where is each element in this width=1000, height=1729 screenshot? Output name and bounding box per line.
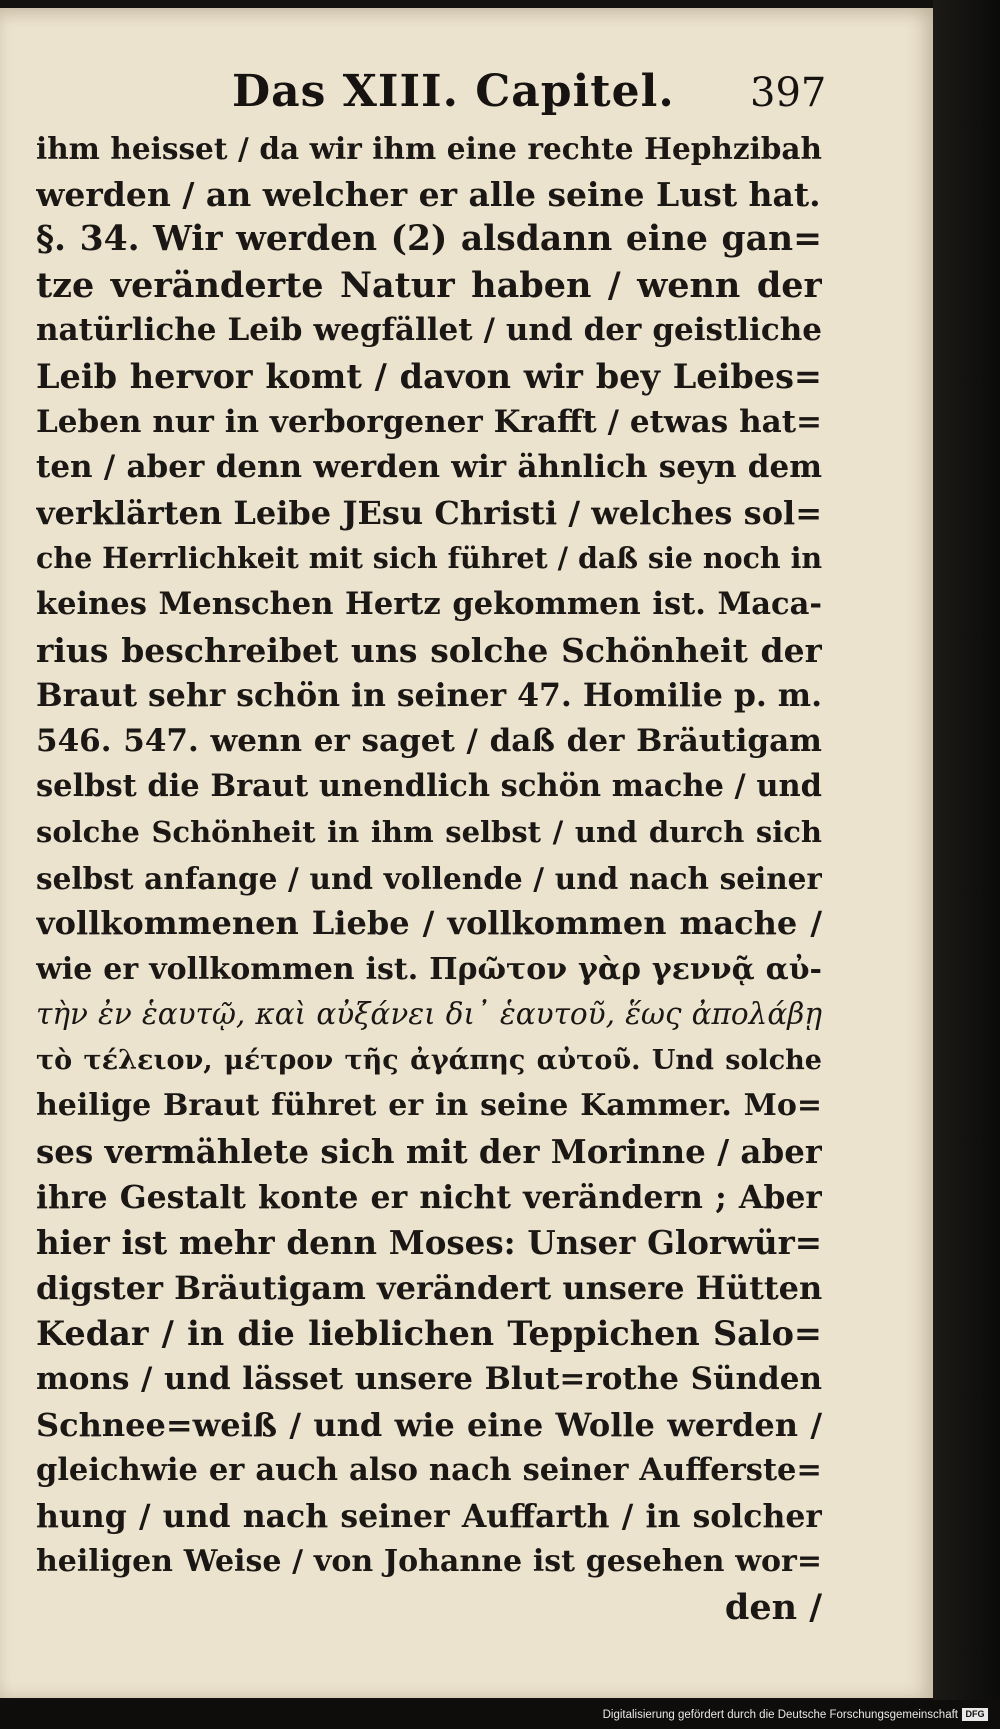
text-line: ihm heisset / da wir ihm eine rechte Hephzibah (36, 131, 822, 166)
running-title: Das XIII. Capitel. (232, 66, 675, 117)
text-line: vollkommenen Liebe / vollkommen mache / (36, 904, 822, 943)
funding-credit: Digitalisierung gefördert durch die Deutsche Forschungsgemeinschaft (602, 1709, 958, 1721)
text-line: che Herrlichkeit mit sich führet / daß sie noch in (36, 541, 822, 576)
text-line: selbst anfange / und vollende / und nach seiner (36, 860, 822, 896)
text-line: solche Schönheit in ihm selbst / und durch sich (36, 814, 822, 849)
text-line: selbst die Braut unendlich schön mache / und (36, 768, 822, 805)
text-line: gleichwie er auch also nach seiner Aufferste= (36, 1452, 822, 1489)
book-page (0, 8, 933, 1698)
text-line: §. 34. Wir werden (2) alsdann eine gan= (36, 219, 822, 260)
body-text (36, 126, 822, 1631)
text-line: natürliche Leib wegfället / und der geistliche (36, 312, 822, 349)
digitization-footer (0, 1700, 1000, 1729)
text-line: τὸ τέλειον, μέτρον τῆς ἀγάπης αὐτοῦ. Und solche (36, 1044, 822, 1076)
text-line: ten / aber denn werden wir ähnlich seyn dem (36, 449, 822, 486)
text-line: 546. 547. wenn er saget / daß der Bräutigam (36, 722, 822, 759)
text-line: hier ist mehr denn Moses: Unser Glorwür= (36, 1223, 822, 1263)
text-line: heilige Braut führet er in seine Kammer. Mo= (36, 1088, 822, 1124)
text-line: Leib hervor komt / davon wir bey Leibes= (36, 356, 822, 396)
text-line: digster Bräutigam verändert unsere Hütten (36, 1268, 822, 1307)
greek-quote-line: τὴν ἐν ἑαυτῷ, καὶ αὐξάνει δι᾽ ἑαυτοῦ, ἕως ἀπολάβῃ (36, 997, 822, 1032)
text-line: Schnee=weiß / und wie eine Wolle werden / (36, 1405, 822, 1444)
text-line: mons / und lässet unsere Blut=rothe Sünden (36, 1361, 822, 1398)
text-line: rius beschreibet uns solche Schönheit der (36, 630, 822, 670)
text-line: verklärten Leibe JEsu Christi / welches sol= (36, 493, 822, 532)
text-line: tze veränderte Natur haben / wenn der (36, 264, 822, 306)
text-line: ihre Gestalt konte er nicht verändern ; Aber (36, 1178, 822, 1216)
page-header (0, 66, 933, 122)
text-line: keines Menschen Hertz gekommen ist. Maca- (36, 585, 822, 622)
dfg-logo: DFG (962, 1708, 988, 1721)
text-line: heiligen Weise / von Johanne ist gesehen wor= (36, 1544, 822, 1580)
text-line: wie er vollkommen ist. Πρῶτον γὰρ γεννᾷ αὐ- (36, 951, 822, 987)
text-line: Braut sehr schön in seiner 47. Homilie p. m. (36, 677, 822, 715)
text-line: Leben nur in verborgener Krafft / etwas hat= (36, 403, 822, 440)
text-line: Kedar / in die lieblichen Teppichen Salo= (36, 1314, 822, 1354)
text-line: hung / und nach seiner Auffarth / in solcher (36, 1497, 822, 1535)
scan-background-edge (933, 0, 1000, 1729)
text-line: werden / an welcher er alle seine Lust hat. (36, 174, 821, 214)
text-line: ses vermählete sich mit der Morinne / aber (36, 1132, 822, 1172)
catchword: den / (724, 1587, 822, 1628)
page-number: 397 (750, 70, 827, 116)
